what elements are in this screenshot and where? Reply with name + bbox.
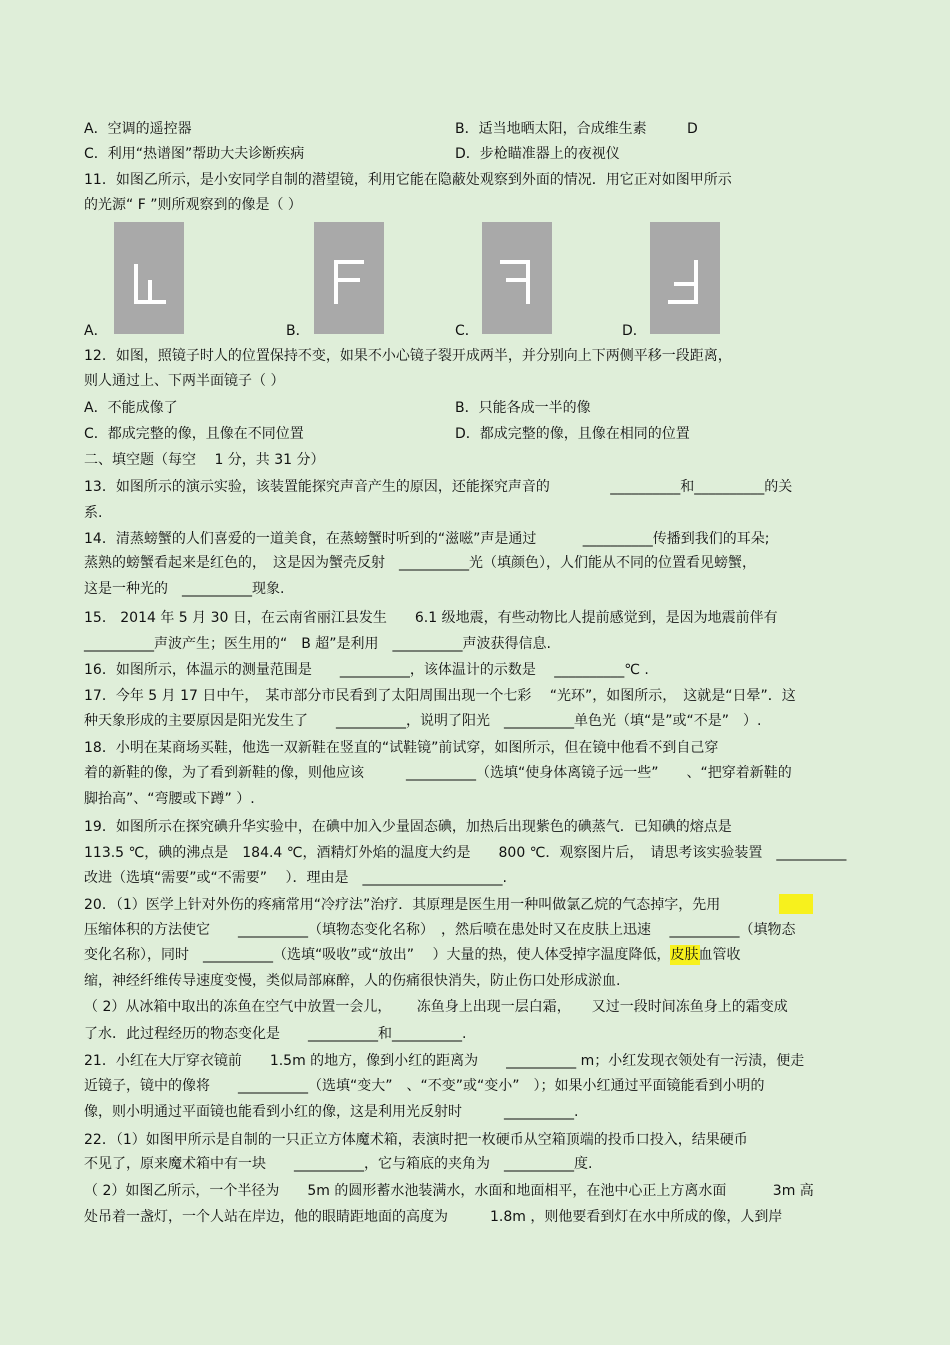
highlight-mark xyxy=(779,894,813,914)
q14-line-1: 14．清蒸螃蟹的人们喜爱的一道美食，在蒸螃蟹时听到的“滋嗞”声是通过 __________传播到我们的耳朵; xyxy=(84,531,770,547)
q11-option-c-image xyxy=(482,222,552,334)
q18-line-3: 脚抬高”、“弯腰或下蹲” ）. xyxy=(84,791,255,807)
q19-line-2: 113.5 ℃，碘的沸点是 184.4 ℃，酒精灯外焰的温度大约是 800 ℃．观察图片后， 请思考该实验装置 __________ xyxy=(84,845,847,861)
q12-line-1: 12．如图，照镜子时人的位置保持不变，如果不小心镜子裂开成两半，并分别向上下两侧平移一段距离， xyxy=(84,348,732,364)
q20-line-1: 20．（1）医学上针对外伤的疼痛常用“冷疗法”治疗．其原理是医生用一种叫做氯乙烷的气态掉字，先用 xyxy=(84,897,721,913)
q22-line-2: 不见了，原来魔术箱中有一块 __________，它与箱底的夹角为 __________度. xyxy=(84,1156,593,1172)
q12-option-a: A．不能成像了 xyxy=(84,400,178,416)
q20-line-3: 变化名称），同时 __________（选填“吸收”或“放出” ）大量的热，使人体受掉字温度降低，皮肤血管收 xyxy=(84,947,741,963)
q12-option-b: B．只能各成一半的像 xyxy=(455,400,591,416)
q21-line-2: 近镜子，镜中的像将 __________（选填“变大” 、“不变”或“变小” ）；如果小红通过平面镜能看到小明的 xyxy=(84,1078,765,1094)
section-heading: 二、填空题（每空 1 分，共 31 分） xyxy=(84,452,325,468)
q21-line-1: 21．小红在大厅穿衣镜前 1.5m 的地方，像到小红的距离为 __________ m；小红发现衣领处有一污渍，便走 xyxy=(84,1053,805,1069)
q22-line-4: 处吊着一盏灯，一个人站在岸边，他的眼睛距地面的高度为 1.8m ，则他要看到灯在水中所成的像，人到岸 xyxy=(84,1209,783,1225)
q19-line-3: 改进（选填“需要”或“不需要” ）．理由是 ____________________. xyxy=(84,870,507,886)
q11-line-1: 11．如图乙所示，是小安同学自制的潜望镜，利用它能在隐蔽处观察到外面的情况．用它正对如图甲所示 xyxy=(84,172,732,188)
q10-option-c: C．利用“热谱图”帮助大夫诊断疾病 xyxy=(84,146,305,162)
q12-option-d: D．都成完整的像，且像在相同的位置 xyxy=(455,426,690,442)
mirrored-f-icon xyxy=(482,222,552,334)
q18-line-1: 18．小明在某商场买鞋，他选一双新鞋在竖直的“试鞋镜”前试穿，如图所示，但在镜中他看不到自己穿 xyxy=(84,740,719,756)
q11-option-d-image xyxy=(650,222,720,334)
q22-line-3: （ 2）如图乙所示，一个半径为 5m 的圆形蓄水池装满水，水面和地面相平，在池中心正上方离水面 3m 高 xyxy=(84,1183,814,1199)
upright-f-icon xyxy=(314,222,384,334)
q11-label-d: D． xyxy=(622,323,647,339)
q11-label-a: A． xyxy=(84,323,108,339)
q14-line-3: 这是一种光的 __________现象. xyxy=(84,581,285,597)
q11-line-2: 的光源“ F ”则所观察到的像是（ ） xyxy=(84,197,302,213)
q17-line-2: 种天象形成的主要原因是阳光发生了 __________，说明了阳光 __________单色光（填“是”或“不是” ）. xyxy=(84,713,762,729)
q13-line-1: 13．如图所示的演示实验，该装置能探究声音产生的原因，还能探究声音的 __________和__________的关 xyxy=(84,479,793,495)
q22-line-1: 22．（1）如图甲所示是自制的一只正立方体魔术箱，表演时把一枚硬币从空箱顶端的投币口投入，结果硬币 xyxy=(84,1132,748,1148)
q11-label-b: B． xyxy=(286,323,310,339)
q11-option-a-image xyxy=(114,222,184,334)
q20-line-6: 了水．此过程经历的物态变化是 __________和__________. xyxy=(84,1026,467,1042)
q19-line-1: 19．如图所示在探究碘升华实验中，在碘中加入少量固态碘，加热后出现紫色的碘蒸气．已知碘的熔点是 xyxy=(84,819,732,835)
q10-option-d: D．步枪瞄准器上的夜视仪 xyxy=(455,146,620,162)
q20-line-4: 缩，神经纤维传导速度变慢，类似局部麻醉，人的伤痛很快消失，防止伤口处形成淤血. xyxy=(84,973,621,989)
inverted-f-icon xyxy=(650,222,720,334)
q12-line-2: 则人通过上、下两半面镜子（ ） xyxy=(84,373,285,389)
q17-line-1: 17．今年 5 月 17 日中午， 某市部分市民看到了太阳周围出现一个七彩 “光环”，如图所示， 这就是“日晕”．这 xyxy=(84,688,796,704)
q15-line-1: 15． 2014 年 5 月 30 日，在云南省丽江县发生 6.1 级地震，有些动物比人提前感觉到，是因为地震前伴有 xyxy=(84,610,778,626)
q13-line-2: 系. xyxy=(84,505,103,521)
q16-line-1: 16．如图所示，体温示的测量范围是 __________，该体温计的示数是 __________℃ . xyxy=(84,662,649,678)
q12-option-c: C．都成完整的像，且像在不同位置 xyxy=(84,426,304,442)
q18-line-2: 着的新鞋的像，为了看到新鞋的像，则他应该 __________（选填“使身体离镜子远一些” 、“把穿着新鞋的 xyxy=(84,765,792,781)
q20-line-5: （ 2）从冰箱中取出的冻鱼在空气中放置一会儿， 冻鱼身上出现一层白霜， 又过一段时间冻鱼身上的霜变成 xyxy=(84,999,788,1015)
q14-line-2: 蒸熟的螃蟹看起来是红色的， 这是因为蟹壳反射 __________光（填颜色），人们能从不同的位置看见螃蟹， xyxy=(84,555,756,571)
q15-line-2: __________声波产生；医生用的“ B 超”是利用 __________声波获得信息. xyxy=(84,636,552,652)
q21-line-3: 像，则小明通过平面镜也能看到小红的像，这是利用光反射时 __________. xyxy=(84,1104,579,1120)
q10-option-a: A．空调的遥控器 xyxy=(84,121,192,137)
q10-option-b: B．适当地晒太阳，合成维生素 xyxy=(455,121,647,137)
q11-label-c: C． xyxy=(455,323,479,339)
q20-line-2: 压缩体积的方法使它 __________（填物态变化名称） ，然后喷在患处时又在皮肤上迅速 __________（填物态 xyxy=(84,922,796,938)
q10-answer: D xyxy=(687,121,698,137)
q11-option-b-image xyxy=(314,222,384,334)
rotated-f-icon xyxy=(114,222,184,334)
